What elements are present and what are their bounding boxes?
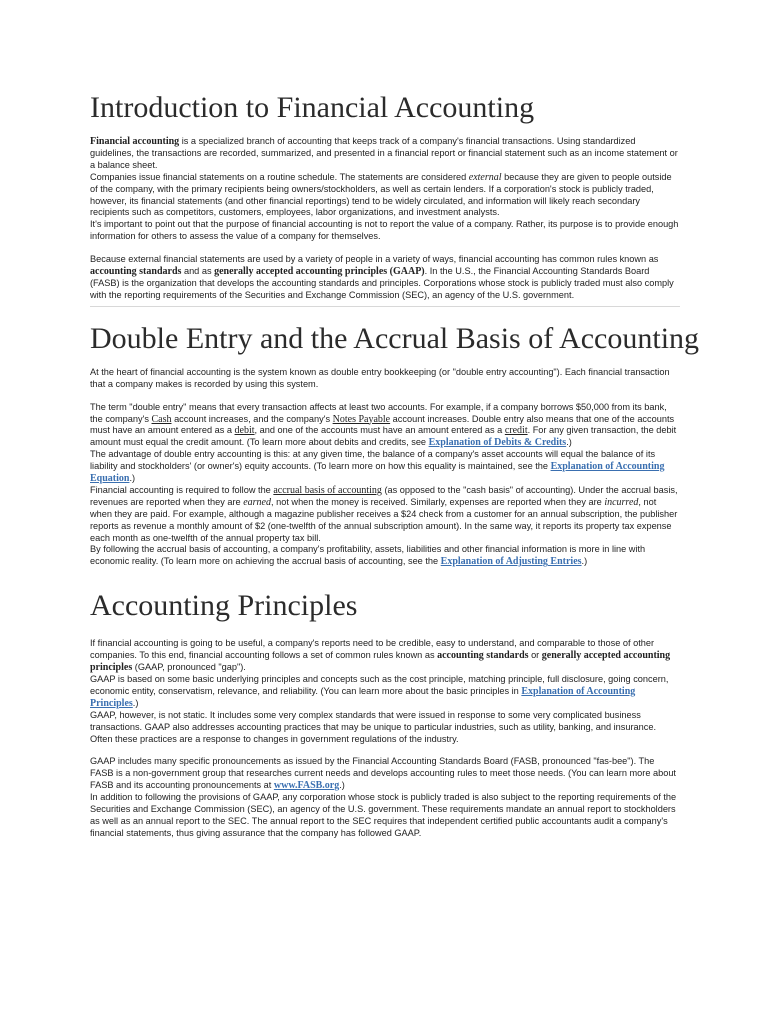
paragraph: Because external financial statements are used by a variety of people in a variety of ways, financial accounting has common rules known as accounting standards and as generally accepted accounting principles (GAAP). In the U.S., the Financial Accounting Standards Board (FASB) is the organization that develops the accounting standards and principles. Corporations whose stock is publicly traded must also comply with the reporting requirements of the Securities and Exchange Commission (SEC), an agency of the U.S. government. [90,254,674,300]
account-term: Notes Payable [332,413,391,425]
account-term: Cash [151,413,172,425]
paragraph: If financial accounting is going to be useful, a company's reports need to be credible, easy to understand, and comparable to those of other companies. To this end, financial accounting follows a set of common rules known as accounting standards or generally accepted accounting principles (GAAP, pronounced "gap"). [90,638,671,674]
heading-intro: Introduction to Financial Accounting [90,91,535,124]
emphasis: earned [243,496,271,508]
key-term: accounting standards [437,650,529,662]
link-accounting-principles[interactable]: Explanation of Accounting Principles [90,685,636,709]
paragraph: At the heart of financial accounting is the system known as double entry bookkeeping (or "double entry accounting"). Each financial transaction that a company makes is recorded by using this system. [90,366,670,389]
paragraph: GAAP, however, is not static. It includes some very complex standards that were issued in response to some very complicated business transactions. GAAP also addresses accounting practices that may be unique to particular industries, such as utility, banking, and insurance. Often these practices are a response to changes in government regulations of the industry. [90,709,657,744]
link-debits-credits[interactable]: Explanation of Debits & Credits [428,437,567,449]
key-term: generally accepted accounting principles (GAAP) [214,266,425,278]
link-adjusting-entries[interactable]: Explanation of Adjusting Entries [440,556,582,568]
paragraph: GAAP is based on some basic underlying principles and concepts such as the cost principle, matching principle, full disclosure, going concern, economic entity, conservatism, relevance, and reliability. (You can learn more about the basic principles in Explanation of Accounting Principles.) [90,674,669,709]
paragraph: By following the accrual basis of accounting, a company's profitability, assets, liabilities and other financial information is more in line with economic reality. (To learn more on achieving the accrual basis of accounting, see the Explanation of Adjusting Entries.) [90,544,646,568]
paragraph: The advantage of double entry accounting is this: at any given time, the balance of a company's asset accounts will equal the balance of its liability and stockholders' (or owner's) equity accounts. (To learn more on how this equality is maintained, see the Explanation of Accounting Equation.) [90,449,665,485]
accrual-term: accrual basis of accounting [273,484,382,496]
heading-double-entry: Double Entry and the Accrual Basis of Accounting [90,321,700,355]
emphasis: external [468,171,502,183]
paragraph: In addition to following the provisions of GAAP, any corporation whose stock is publicly traded is also subject to the reporting requirements of the Securities and Exchange Commission (SEC), an agency of the U.S. government. These requirements mandate an annual report to stockholders as well as an annual report to the SEC. The annual report to the SEC requires that independent certified public accountants audit a company's financial statements, thus giving assurance that the company has followed GAAP. [90,792,677,838]
account-term: debit [234,425,255,437]
account-term: credit [504,425,528,437]
section-divider [90,306,680,307]
paragraph: Companies issue financial statements on a routine schedule. The statements are considered external because they are given to people outside of the company, with the primary recipients being owners/stockholders, as well as certain lenders. If a corporation's stock is publicly traded, however, its financial statements (and other financial reportings) tend to be widely circulated, and information will likely reach secondary recipients such as competitors, customers, employees, labor organizations, and investment analysts. [90,171,672,218]
paragraph: It's important to point out that the purpose of financial accounting is not to report the value of a company. Rather, its purpose is to provide enough information for others to assess the value of a company for themselves. [90,219,679,242]
emphasis: incurred [604,496,639,508]
paragraph: The term "double entry" means that every transaction affects at least two accounts. For example, if a company borrows $50,000 from its bank, the company's Cash account increases, and the company's Notes Payable account increases. Double entry also means that one of the accounts must have an amount entered as a debit, and one of the accounts must have an amount entered as a credit. For any given transaction, the debit amount must equal the credit amount. (To learn more about debits and credits, see Explanation of Debits & Credits.) [90,401,677,449]
key-term: Financial accounting [90,136,180,147]
link-accounting-equation[interactable]: Explanation of Accounting Equation [90,461,665,485]
key-term: generally accepted accounting principles [90,650,671,674]
key-term: accounting standards [90,266,182,278]
link-fasb-website[interactable]: www.FASB.org [273,780,340,792]
paragraph: Financial accounting is a specialized branch of accounting that keeps track of a company's financial transactions. Using standardized guidelines, the transactions are recorded, summarized, and presented in a financial report or financial statement such as an income statement or a balance sheet. [90,136,678,170]
heading-accounting-principles: Accounting Principles [90,589,358,623]
article-body [90,88,700,840]
paragraph: Financial accounting is required to follow the accrual basis of accounting (as opposed to the "cash basis" of accounting). Under the accrual basis, revenues are reported when they are earned, not when the money is received. Similarly, expenses are reported when they are incurred, not when they are paid. For example, although a magazine publisher receives a $24 check from a customer for an annual subscription, the publisher reports as revenue a monthly amount of $2 (one-twelfth of the annual subscription amount). In the same way, it reports its property tax expense each month as one-twelfth of the annual property tax bill. [90,484,678,543]
paragraph: GAAP includes many specific pronouncements as issued by the Financial Accounting Standards Board (FASB, pronounced "fas-bee"). The FASB is a non-government group that researches current needs and develops accounting rules to meet those needs. (You can learn more about FASB and its accounting pronouncements at www.FASB.org.) [90,756,676,792]
